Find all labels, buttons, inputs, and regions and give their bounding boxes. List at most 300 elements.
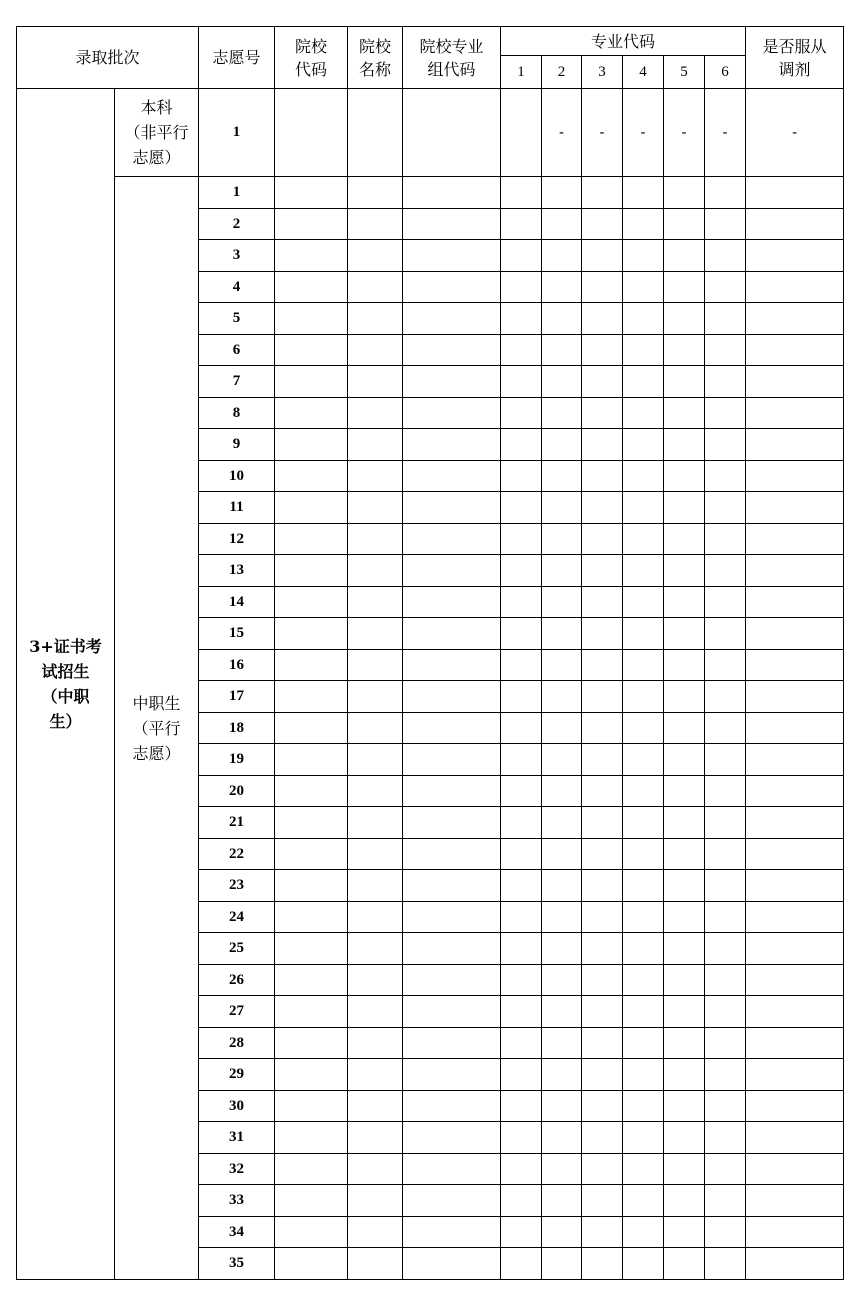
major-6-input[interactable] xyxy=(705,240,746,272)
major-5-input[interactable] xyxy=(664,965,705,996)
major-6-input[interactable] xyxy=(705,429,746,461)
major-6-input[interactable] xyxy=(705,398,746,429)
major-2-input[interactable] xyxy=(542,366,582,398)
group-code-input[interactable] xyxy=(403,555,501,587)
group-code-input[interactable] xyxy=(403,366,501,398)
major-2-input[interactable] xyxy=(542,303,582,335)
major-5-input[interactable] xyxy=(664,1028,705,1059)
adjust-input[interactable] xyxy=(746,933,844,965)
major-5-input[interactable] xyxy=(664,366,705,398)
adjust-input[interactable] xyxy=(746,1217,844,1248)
major-1-input[interactable] xyxy=(501,996,542,1028)
major-3-input[interactable] xyxy=(582,177,623,209)
major-5-input[interactable] xyxy=(664,870,705,902)
school-name-input[interactable] xyxy=(348,744,403,776)
major-6-input[interactable] xyxy=(705,744,746,776)
school-code-input[interactable] xyxy=(275,807,348,839)
major-6-input[interactable] xyxy=(705,1091,746,1122)
major-2-input[interactable] xyxy=(542,1248,582,1280)
group-code-input[interactable] xyxy=(403,461,501,492)
major-4-input[interactable] xyxy=(623,902,664,933)
school-code-input[interactable] xyxy=(275,303,348,335)
group-code-input[interactable] xyxy=(403,650,501,681)
school-code-input[interactable] xyxy=(275,209,348,240)
major-2-input[interactable] xyxy=(542,1217,582,1248)
major-3-input[interactable] xyxy=(582,1217,623,1248)
major-5-input[interactable] xyxy=(664,398,705,429)
major-4-input[interactable] xyxy=(623,1185,664,1217)
school-code-input[interactable] xyxy=(275,524,348,555)
school-code-input[interactable] xyxy=(275,776,348,807)
undergrad-group-code-input[interactable] xyxy=(403,89,501,177)
major-5-input[interactable] xyxy=(664,1185,705,1217)
major-3-input[interactable] xyxy=(582,398,623,429)
major-3-input[interactable] xyxy=(582,429,623,461)
school-name-input[interactable] xyxy=(348,1028,403,1059)
major-3-input[interactable] xyxy=(582,681,623,713)
adjust-input[interactable] xyxy=(746,429,844,461)
major-4-input[interactable] xyxy=(623,1059,664,1091)
major-3-input[interactable] xyxy=(582,1122,623,1154)
major-5-input[interactable] xyxy=(664,713,705,744)
major-3-input[interactable] xyxy=(582,524,623,555)
major-4-input[interactable] xyxy=(623,1091,664,1122)
school-code-input[interactable] xyxy=(275,965,348,996)
school-name-input[interactable] xyxy=(348,713,403,744)
group-code-input[interactable] xyxy=(403,618,501,650)
adjust-input[interactable] xyxy=(746,1122,844,1154)
group-code-input[interactable] xyxy=(403,1122,501,1154)
major-2-input[interactable] xyxy=(542,965,582,996)
major-4-input[interactable] xyxy=(623,776,664,807)
major-1-input[interactable] xyxy=(501,1217,542,1248)
group-code-input[interactable] xyxy=(403,996,501,1028)
undergrad-school-name-input[interactable] xyxy=(348,89,403,177)
school-code-input[interactable] xyxy=(275,398,348,429)
major-5-input[interactable] xyxy=(664,1091,705,1122)
major-4-input[interactable] xyxy=(623,807,664,839)
school-code-input[interactable] xyxy=(275,240,348,272)
adjust-input[interactable] xyxy=(746,807,844,839)
major-5-input[interactable] xyxy=(664,1059,705,1091)
major-2-input[interactable] xyxy=(542,870,582,902)
major-3-input[interactable] xyxy=(582,839,623,870)
major-6-input[interactable] xyxy=(705,870,746,902)
adjust-input[interactable] xyxy=(746,713,844,744)
major-5-input[interactable] xyxy=(664,996,705,1028)
school-code-input[interactable] xyxy=(275,1154,348,1185)
major-1-input[interactable] xyxy=(501,1154,542,1185)
adjust-input[interactable] xyxy=(746,1185,844,1217)
adjust-input[interactable] xyxy=(746,303,844,335)
major-6-input[interactable] xyxy=(705,933,746,965)
major-6-input[interactable] xyxy=(705,681,746,713)
major-3-input[interactable] xyxy=(582,965,623,996)
major-4-input[interactable] xyxy=(623,1217,664,1248)
major-3-input[interactable] xyxy=(582,335,623,366)
major-2-input[interactable] xyxy=(542,650,582,681)
school-name-input[interactable] xyxy=(348,1091,403,1122)
adjust-input[interactable] xyxy=(746,366,844,398)
major-4-input[interactable] xyxy=(623,839,664,870)
major-1-input[interactable] xyxy=(501,1248,542,1280)
major-2-input[interactable] xyxy=(542,996,582,1028)
group-code-input[interactable] xyxy=(403,587,501,618)
major-6-input[interactable] xyxy=(705,1154,746,1185)
major-2-input[interactable] xyxy=(542,744,582,776)
major-1-input[interactable] xyxy=(501,744,542,776)
major-2-input[interactable] xyxy=(542,1059,582,1091)
major-2-input[interactable] xyxy=(542,902,582,933)
school-name-input[interactable] xyxy=(348,650,403,681)
major-5-input[interactable] xyxy=(664,429,705,461)
group-code-input[interactable] xyxy=(403,1091,501,1122)
major-5-input[interactable] xyxy=(664,744,705,776)
major-3-input[interactable] xyxy=(582,776,623,807)
major-2-input[interactable] xyxy=(542,1122,582,1154)
major-5-input[interactable] xyxy=(664,240,705,272)
group-code-input[interactable] xyxy=(403,1217,501,1248)
major-6-input[interactable] xyxy=(705,1185,746,1217)
group-code-input[interactable] xyxy=(403,933,501,965)
major-3-input[interactable] xyxy=(582,996,623,1028)
major-6-input[interactable] xyxy=(705,776,746,807)
school-name-input[interactable] xyxy=(348,870,403,902)
major-6-input[interactable] xyxy=(705,366,746,398)
group-code-input[interactable] xyxy=(403,335,501,366)
major-4-input[interactable] xyxy=(623,681,664,713)
adjust-input[interactable] xyxy=(746,177,844,209)
major-1-input[interactable] xyxy=(501,650,542,681)
adjust-input[interactable] xyxy=(746,1248,844,1280)
group-code-input[interactable] xyxy=(403,870,501,902)
major-3-input[interactable] xyxy=(582,1091,623,1122)
group-code-input[interactable] xyxy=(403,272,501,303)
school-code-input[interactable] xyxy=(275,650,348,681)
major-3-input[interactable] xyxy=(582,650,623,681)
group-code-input[interactable] xyxy=(403,1248,501,1280)
major-3-input[interactable] xyxy=(582,303,623,335)
group-code-input[interactable] xyxy=(403,492,501,524)
major-1-input[interactable] xyxy=(501,618,542,650)
major-5-input[interactable] xyxy=(664,555,705,587)
group-code-input[interactable] xyxy=(403,209,501,240)
major-4-input[interactable] xyxy=(623,177,664,209)
school-code-input[interactable] xyxy=(275,744,348,776)
major-6-input[interactable] xyxy=(705,1248,746,1280)
major-1-input[interactable] xyxy=(501,1028,542,1059)
major-2-input[interactable] xyxy=(542,492,582,524)
major-1-input[interactable] xyxy=(501,1122,542,1154)
school-code-input[interactable] xyxy=(275,618,348,650)
major-1-input[interactable] xyxy=(501,776,542,807)
adjust-input[interactable] xyxy=(746,902,844,933)
major-2-input[interactable] xyxy=(542,933,582,965)
school-name-input[interactable] xyxy=(348,524,403,555)
adjust-input[interactable] xyxy=(746,335,844,366)
adjust-input[interactable] xyxy=(746,965,844,996)
major-3-input[interactable] xyxy=(582,618,623,650)
major-1-input[interactable] xyxy=(501,209,542,240)
group-code-input[interactable] xyxy=(403,177,501,209)
major-2-input[interactable] xyxy=(542,1154,582,1185)
adjust-input[interactable] xyxy=(746,1154,844,1185)
major-6-input[interactable] xyxy=(705,965,746,996)
major-2-input[interactable] xyxy=(542,1028,582,1059)
school-code-input[interactable] xyxy=(275,429,348,461)
major-3-input[interactable] xyxy=(582,933,623,965)
school-name-input[interactable] xyxy=(348,618,403,650)
major-1-input[interactable] xyxy=(501,240,542,272)
school-name-input[interactable] xyxy=(348,587,403,618)
major-6-input[interactable] xyxy=(705,996,746,1028)
school-code-input[interactable] xyxy=(275,996,348,1028)
major-6-input[interactable] xyxy=(705,587,746,618)
major-5-input[interactable] xyxy=(664,335,705,366)
major-5-input[interactable] xyxy=(664,1248,705,1280)
major-1-input[interactable] xyxy=(501,1059,542,1091)
major-5-input[interactable] xyxy=(664,209,705,240)
major-4-input[interactable] xyxy=(623,1028,664,1059)
major-5-input[interactable] xyxy=(664,492,705,524)
school-name-input[interactable] xyxy=(348,807,403,839)
major-4-input[interactable] xyxy=(623,240,664,272)
major-4-input[interactable] xyxy=(623,272,664,303)
major-6-input[interactable] xyxy=(705,272,746,303)
group-code-input[interactable] xyxy=(403,1059,501,1091)
major-6-input[interactable] xyxy=(705,1028,746,1059)
adjust-input[interactable] xyxy=(746,618,844,650)
major-4-input[interactable] xyxy=(623,650,664,681)
school-name-input[interactable] xyxy=(348,366,403,398)
major-1-input[interactable] xyxy=(501,177,542,209)
major-6-input[interactable] xyxy=(705,492,746,524)
major-2-input[interactable] xyxy=(542,839,582,870)
school-code-input[interactable] xyxy=(275,870,348,902)
major-2-input[interactable] xyxy=(542,177,582,209)
major-2-input[interactable] xyxy=(542,618,582,650)
major-2-input[interactable] xyxy=(542,461,582,492)
school-name-input[interactable] xyxy=(348,555,403,587)
group-code-input[interactable] xyxy=(403,776,501,807)
major-2-input[interactable] xyxy=(542,209,582,240)
adjust-input[interactable] xyxy=(746,587,844,618)
major-1-input[interactable] xyxy=(501,807,542,839)
school-name-input[interactable] xyxy=(348,965,403,996)
undergrad-major-1-input[interactable] xyxy=(501,89,542,177)
major-4-input[interactable] xyxy=(623,1122,664,1154)
major-6-input[interactable] xyxy=(705,209,746,240)
major-6-input[interactable] xyxy=(705,1217,746,1248)
major-6-input[interactable] xyxy=(705,1122,746,1154)
major-4-input[interactable] xyxy=(623,366,664,398)
adjust-input[interactable] xyxy=(746,996,844,1028)
major-6-input[interactable] xyxy=(705,839,746,870)
major-3-input[interactable] xyxy=(582,272,623,303)
major-1-input[interactable] xyxy=(501,933,542,965)
major-6-input[interactable] xyxy=(705,555,746,587)
adjust-input[interactable] xyxy=(746,776,844,807)
major-2-input[interactable] xyxy=(542,1185,582,1217)
school-name-input[interactable] xyxy=(348,1122,403,1154)
adjust-input[interactable] xyxy=(746,1059,844,1091)
group-code-input[interactable] xyxy=(403,398,501,429)
major-1-input[interactable] xyxy=(501,713,542,744)
school-name-input[interactable] xyxy=(348,303,403,335)
major-4-input[interactable] xyxy=(623,524,664,555)
school-code-input[interactable] xyxy=(275,681,348,713)
major-4-input[interactable] xyxy=(623,870,664,902)
major-4-input[interactable] xyxy=(623,587,664,618)
major-2-input[interactable] xyxy=(542,240,582,272)
major-2-input[interactable] xyxy=(542,555,582,587)
major-1-input[interactable] xyxy=(501,492,542,524)
major-2-input[interactable] xyxy=(542,1091,582,1122)
major-1-input[interactable] xyxy=(501,429,542,461)
school-code-input[interactable] xyxy=(275,272,348,303)
major-5-input[interactable] xyxy=(664,650,705,681)
school-code-input[interactable] xyxy=(275,1091,348,1122)
major-4-input[interactable] xyxy=(623,713,664,744)
group-code-input[interactable] xyxy=(403,303,501,335)
major-6-input[interactable] xyxy=(705,1059,746,1091)
major-1-input[interactable] xyxy=(501,1185,542,1217)
group-code-input[interactable] xyxy=(403,839,501,870)
adjust-input[interactable] xyxy=(746,272,844,303)
undergrad-school-code-input[interactable] xyxy=(275,89,348,177)
adjust-input[interactable] xyxy=(746,524,844,555)
group-code-input[interactable] xyxy=(403,902,501,933)
major-4-input[interactable] xyxy=(623,618,664,650)
school-name-input[interactable] xyxy=(348,902,403,933)
school-name-input[interactable] xyxy=(348,1059,403,1091)
adjust-input[interactable] xyxy=(746,240,844,272)
adjust-input[interactable] xyxy=(746,461,844,492)
major-4-input[interactable] xyxy=(623,398,664,429)
major-1-input[interactable] xyxy=(501,272,542,303)
major-5-input[interactable] xyxy=(664,272,705,303)
school-name-input[interactable] xyxy=(348,1248,403,1280)
major-3-input[interactable] xyxy=(582,1154,623,1185)
major-3-input[interactable] xyxy=(582,240,623,272)
school-name-input[interactable] xyxy=(348,272,403,303)
school-name-input[interactable] xyxy=(348,398,403,429)
major-1-input[interactable] xyxy=(501,303,542,335)
school-name-input[interactable] xyxy=(348,461,403,492)
major-3-input[interactable] xyxy=(582,870,623,902)
school-name-input[interactable] xyxy=(348,335,403,366)
major-6-input[interactable] xyxy=(705,303,746,335)
school-code-input[interactable] xyxy=(275,1028,348,1059)
major-4-input[interactable] xyxy=(623,492,664,524)
school-name-input[interactable] xyxy=(348,776,403,807)
major-3-input[interactable] xyxy=(582,555,623,587)
school-code-input[interactable] xyxy=(275,1059,348,1091)
major-2-input[interactable] xyxy=(542,807,582,839)
major-2-input[interactable] xyxy=(542,335,582,366)
group-code-input[interactable] xyxy=(403,1154,501,1185)
major-4-input[interactable] xyxy=(623,1154,664,1185)
major-1-input[interactable] xyxy=(501,524,542,555)
adjust-input[interactable] xyxy=(746,1028,844,1059)
major-6-input[interactable] xyxy=(705,902,746,933)
major-4-input[interactable] xyxy=(623,429,664,461)
major-5-input[interactable] xyxy=(664,1122,705,1154)
school-code-input[interactable] xyxy=(275,177,348,209)
major-2-input[interactable] xyxy=(542,681,582,713)
major-4-input[interactable] xyxy=(623,744,664,776)
major-3-input[interactable] xyxy=(582,713,623,744)
school-name-input[interactable] xyxy=(348,429,403,461)
major-6-input[interactable] xyxy=(705,650,746,681)
school-name-input[interactable] xyxy=(348,996,403,1028)
major-2-input[interactable] xyxy=(542,429,582,461)
group-code-input[interactable] xyxy=(403,744,501,776)
group-code-input[interactable] xyxy=(403,1028,501,1059)
major-4-input[interactable] xyxy=(623,303,664,335)
major-6-input[interactable] xyxy=(705,713,746,744)
major-1-input[interactable] xyxy=(501,398,542,429)
major-5-input[interactable] xyxy=(664,681,705,713)
major-1-input[interactable] xyxy=(501,839,542,870)
school-code-input[interactable] xyxy=(275,839,348,870)
adjust-input[interactable] xyxy=(746,650,844,681)
major-1-input[interactable] xyxy=(501,335,542,366)
major-3-input[interactable] xyxy=(582,461,623,492)
adjust-input[interactable] xyxy=(746,398,844,429)
major-4-input[interactable] xyxy=(623,1248,664,1280)
major-4-input[interactable] xyxy=(623,209,664,240)
major-1-input[interactable] xyxy=(501,555,542,587)
major-5-input[interactable] xyxy=(664,776,705,807)
major-5-input[interactable] xyxy=(664,839,705,870)
major-4-input[interactable] xyxy=(623,461,664,492)
school-code-input[interactable] xyxy=(275,492,348,524)
school-code-input[interactable] xyxy=(275,1248,348,1280)
major-2-input[interactable] xyxy=(542,587,582,618)
major-5-input[interactable] xyxy=(664,177,705,209)
adjust-input[interactable] xyxy=(746,839,844,870)
major-4-input[interactable] xyxy=(623,555,664,587)
major-1-input[interactable] xyxy=(501,366,542,398)
major-5-input[interactable] xyxy=(664,587,705,618)
major-3-input[interactable] xyxy=(582,1059,623,1091)
major-1-input[interactable] xyxy=(501,461,542,492)
major-6-input[interactable] xyxy=(705,807,746,839)
major-2-input[interactable] xyxy=(542,776,582,807)
major-5-input[interactable] xyxy=(664,1217,705,1248)
major-1-input[interactable] xyxy=(501,902,542,933)
group-code-input[interactable] xyxy=(403,681,501,713)
major-1-input[interactable] xyxy=(501,681,542,713)
major-1-input[interactable] xyxy=(501,1091,542,1122)
major-4-input[interactable] xyxy=(623,933,664,965)
adjust-input[interactable] xyxy=(746,681,844,713)
school-code-input[interactable] xyxy=(275,1122,348,1154)
major-3-input[interactable] xyxy=(582,1248,623,1280)
major-2-input[interactable] xyxy=(542,524,582,555)
group-code-input[interactable] xyxy=(403,713,501,744)
school-name-input[interactable] xyxy=(348,240,403,272)
group-code-input[interactable] xyxy=(403,429,501,461)
adjust-input[interactable] xyxy=(746,555,844,587)
school-name-input[interactable] xyxy=(348,681,403,713)
adjust-input[interactable] xyxy=(746,209,844,240)
group-code-input[interactable] xyxy=(403,240,501,272)
major-5-input[interactable] xyxy=(664,303,705,335)
group-code-input[interactable] xyxy=(403,807,501,839)
major-2-input[interactable] xyxy=(542,272,582,303)
